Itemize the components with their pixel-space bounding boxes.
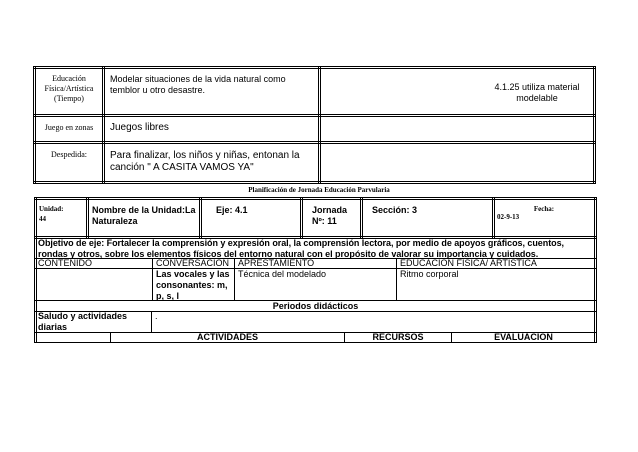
unidad-value: 44 <box>39 215 46 223</box>
objetivo-de-eje: Objetivo de eje: Fortalecer la comprensión y expresión oral, la comprensión lectora, por medio de apoyos gráficos, cuentos, rondas y otros, sobre los elementos físicos del entorno natural con el propósito de valorar su importancia y cuidados. <box>38 238 564 259</box>
plan-table-border-right <box>594 197 597 343</box>
plan-col-divider <box>234 258 235 301</box>
plan-table-border-top <box>34 197 597 200</box>
juego-en-zonas-label: Juego en zonas <box>44 123 94 132</box>
eje: Eje: 4.1 <box>216 205 248 215</box>
plan-header-divider <box>360 197 363 239</box>
plan-header-divider <box>199 197 202 239</box>
top-table-border-left <box>33 66 36 184</box>
top-table-border-right <box>593 66 596 184</box>
juego-en-zonas-activity: Juegos libres <box>110 122 169 133</box>
top-table-col-divider <box>318 66 321 184</box>
conversacion-header: CONVERSACION <box>156 258 230 268</box>
top-table-border-top <box>33 66 596 69</box>
plan-header-divider <box>86 197 89 239</box>
top-table-row-divider <box>33 141 596 144</box>
recursos-header: RECURSOS <box>372 332 424 342</box>
fecha-label: Fecha: <box>533 205 555 213</box>
contenido-header: CONTENIDO <box>38 258 92 268</box>
top-table-col-divider <box>102 66 105 184</box>
top-table-border-bottom <box>33 181 596 184</box>
aprestamiento-header: APRESTAMIENTO <box>238 258 315 268</box>
despedida-label: Despedida: <box>51 150 87 159</box>
plan-title: Planificación de Jornada Educación Parvularia <box>248 186 390 194</box>
despedida-activity: Para finalizar, los niños y niñas, entonan la canción " A CASITA VAMOS YA" <box>110 150 300 173</box>
plan-header-divider <box>492 197 495 239</box>
plan-table-border-left <box>34 197 37 343</box>
aprestamiento-content: Técnica del modelado <box>238 269 327 279</box>
plan-header-divider <box>300 197 303 239</box>
periodos-didacticos: Periodos didácticos <box>272 301 359 311</box>
fecha-value: 02-9-13 <box>497 213 520 221</box>
unidad-label: Unidad: <box>39 205 64 213</box>
saludo-value: . <box>155 311 158 321</box>
educacion-content: Ritmo corporal <box>400 269 459 279</box>
nombre-unidad: Nombre de la Unidad:La Naturaleza <box>92 205 196 226</box>
actividades-header: ACTIVIDADES <box>196 332 258 342</box>
evaluacion-header: EVALUACION <box>494 332 553 342</box>
educacion-fisica-note: 4.1.25 utiliza material modelable <box>494 82 580 103</box>
educacion-fisica-activity: Modelar situaciones de la vida natural como temblor u otro desastre. <box>110 74 286 95</box>
jornada: Jornada Nº: 11 <box>312 205 348 226</box>
plan-col-divider <box>151 311 152 333</box>
educacion-fisica-header: EDUCACION FÍSICA/ ARTISTICA <box>400 258 537 268</box>
seccion: Sección: 3 <box>372 205 418 215</box>
conversacion-content: Las vocales y las consonantes: m, p, s, l <box>156 269 230 301</box>
saludo-label: Saludo y actividades diarias <box>38 311 128 332</box>
educacion-fisica-label: Educación Física/Artística (Tiempo) <box>44 74 94 103</box>
top-table-row-divider <box>33 114 596 117</box>
plan-col-divider <box>152 258 153 301</box>
plan-col-divider <box>396 258 397 301</box>
